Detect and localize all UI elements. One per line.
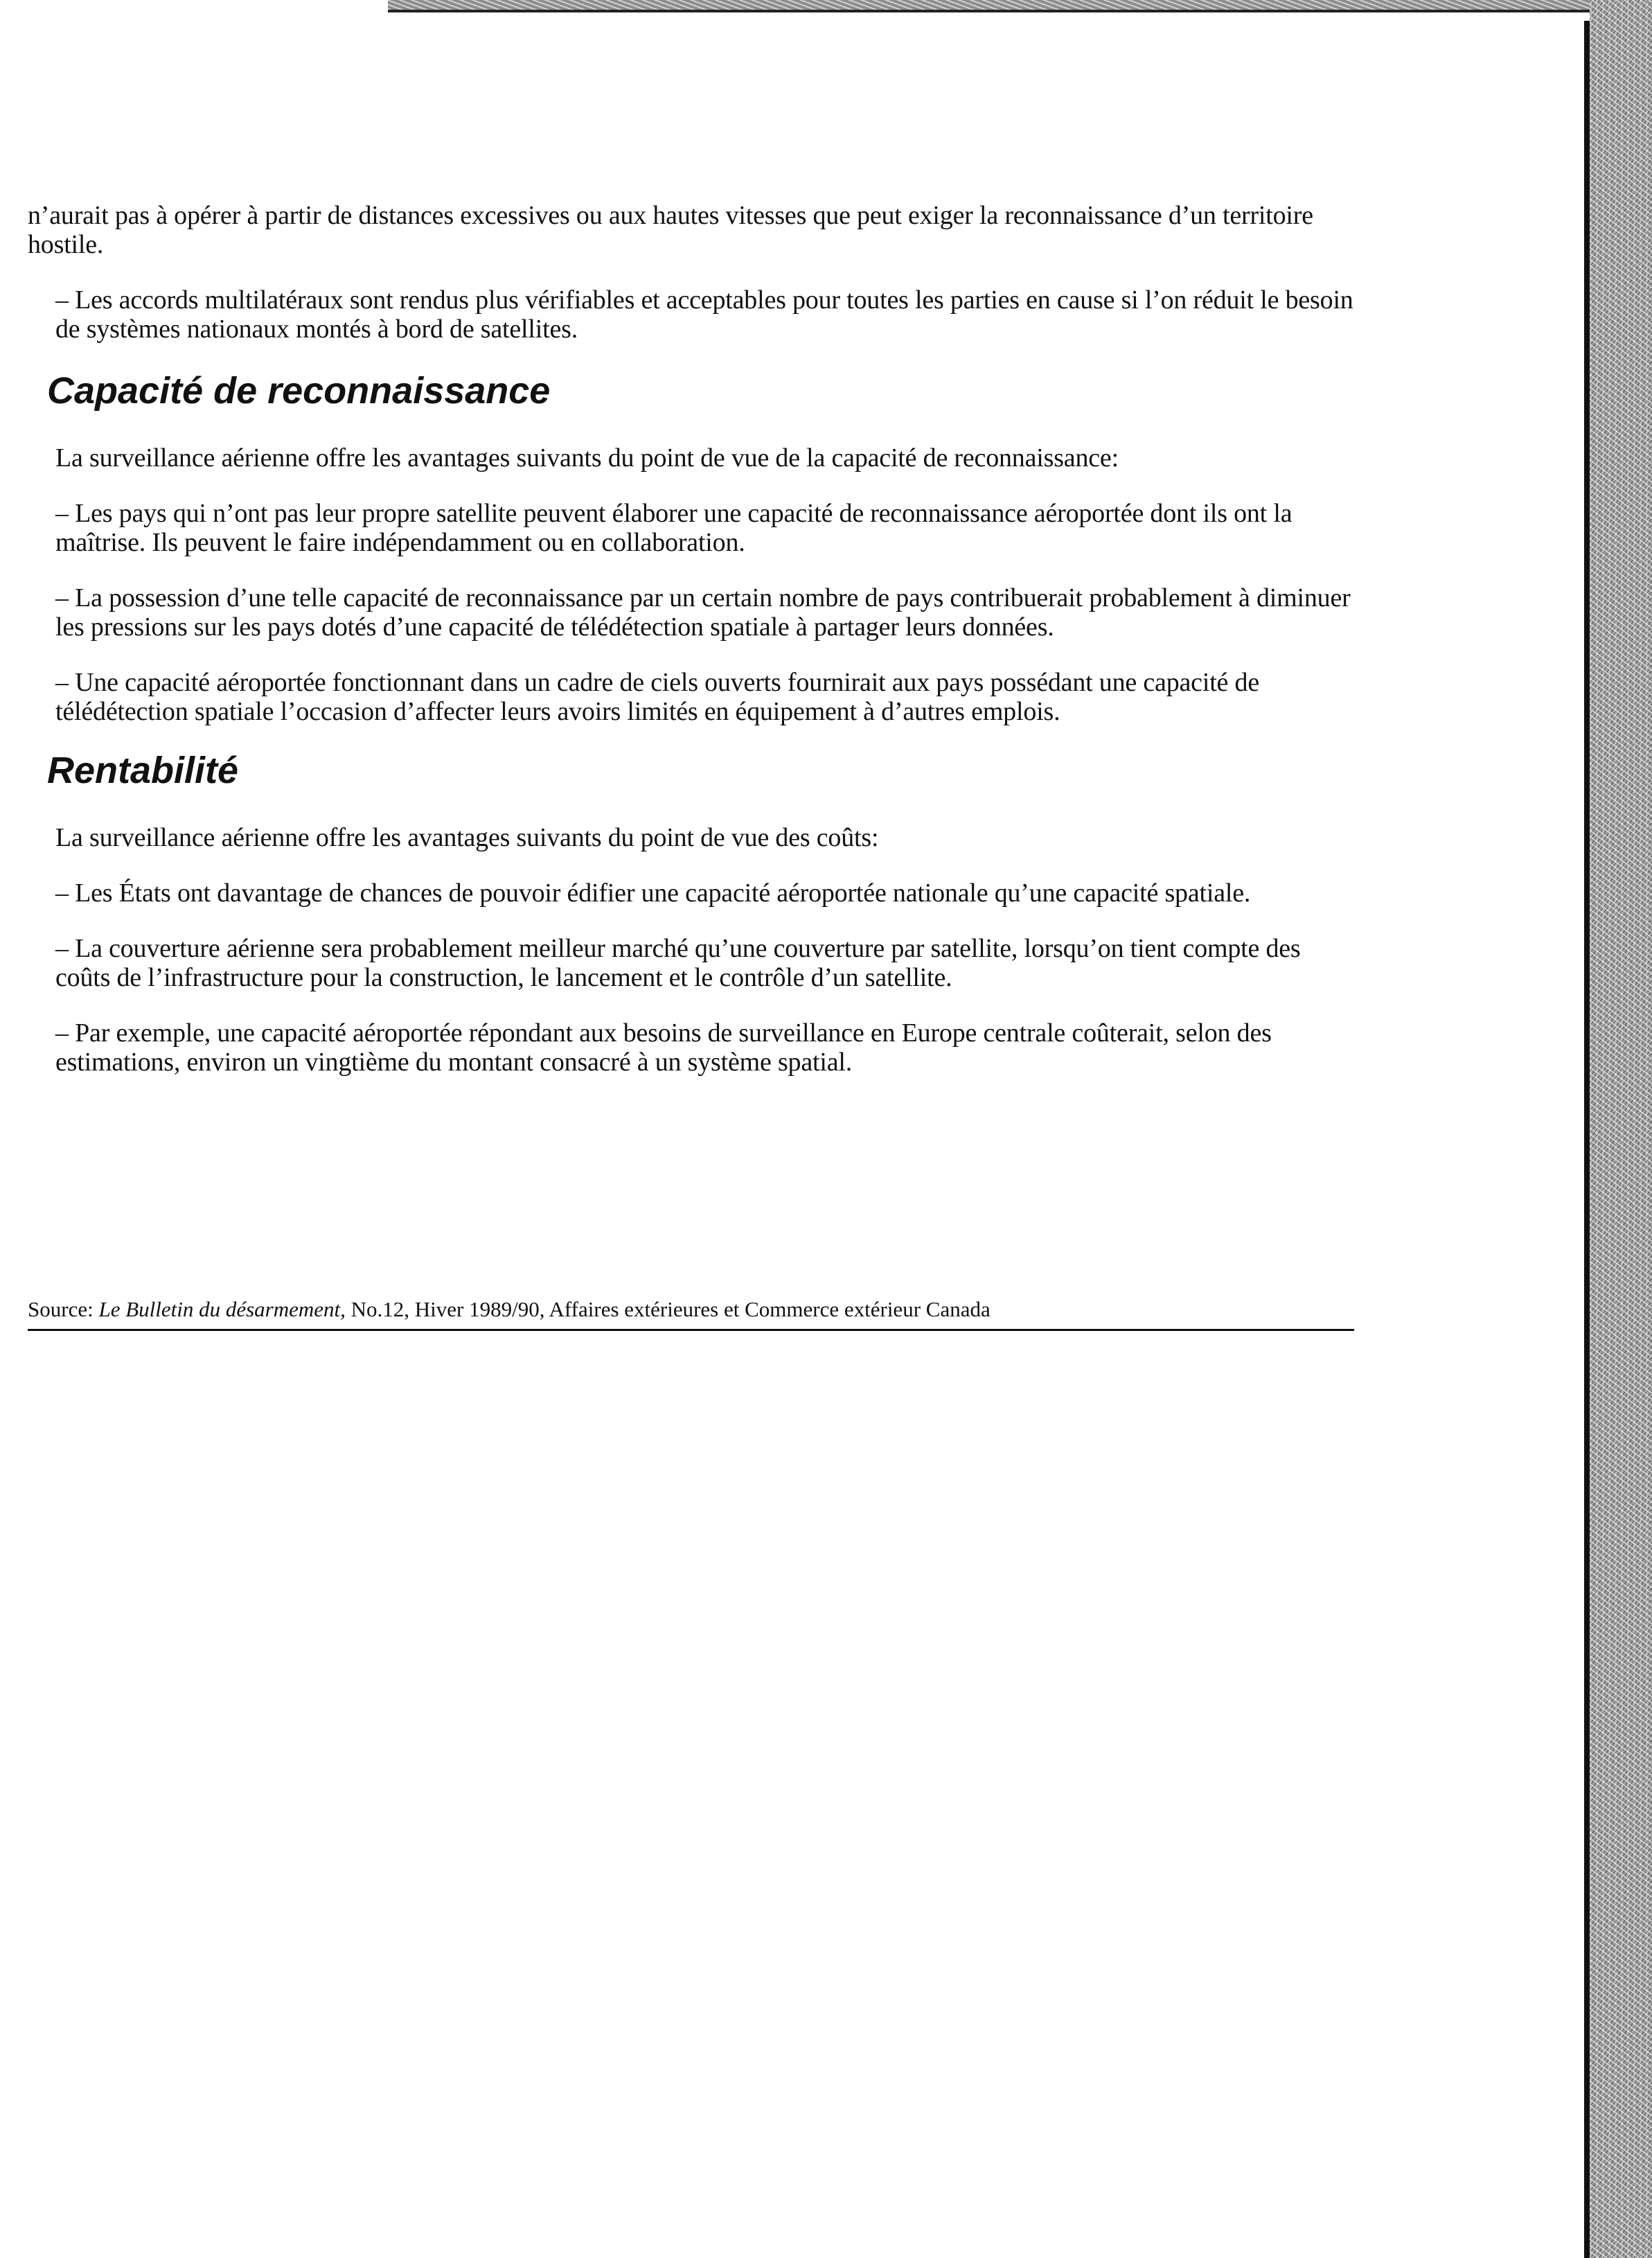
document-body — [28, 201, 1358, 1103]
intro-paragraph-continuation: n’aurait pas à opérer à partir de distances excessives ou aux hautes vitesses que peut exiger la reconnaissance d’un territoire hostile. — [28, 201, 1313, 259]
rentabilite-item-2: – La couverture aérienne sera probablement meilleur marché qu’une couverture par satellite, lorsqu’on tient compte des coûts de l’infrastructure pour la construction, le lancement et le contrôle d’un satellite. — [55, 934, 1301, 992]
source-details: No.12, Hiver 1989/90, Affaires extérieures et Commerce extérieur Canada — [345, 1297, 991, 1321]
reconnaissance-item-1: – Les pays qui n’ont pas leur propre satellite peuvent élaborer une capacité de reconnaissance aéroportée dont ils ont la maîtrise. Ils peuvent le faire indépendamment ou en collaboration. — [55, 499, 1293, 557]
intro-paragraph-multilateral: – Les accords multilatéraux sont rendus plus vérifiables et acceptables pour toutes les parties en cause si l’on réduit le besoin de systèmes nationaux montés à bord de satellites. — [55, 285, 1353, 344]
scan-edge-top-line — [388, 10, 1590, 12]
scan-edge-right — [1590, 0, 1652, 2258]
scan-edge-top — [388, 0, 1590, 10]
section-heading-rentabilite: Rentabilité — [47, 750, 239, 791]
section-lead-rentabilite: La surveillance aérienne offre les avantages suivants du point de vue des coûts: — [55, 823, 879, 852]
source-publication: Le Bulletin du désarmement, — [98, 1297, 346, 1321]
reconnaissance-item-3: – Une capacité aéroportée fonctionnant dans un cadre de ciels ouverts fournirait aux pays possédant une capacité de télédétection spatiale l’occasion d’affecter leurs avoirs limités en équipement à d’autres emplois. — [55, 668, 1259, 726]
rentabilite-item-1: – Les États ont davantage de chances de pouvoir édifier une capacité aéroportée nationale qu’une capacité spatiale. — [55, 879, 1251, 908]
reconnaissance-item-2: – La possession d’une telle capacité de reconnaissance par un certain nombre de pays contribuerait probablement à diminuer les pressions sur les pays dotés d’une capacité de télédétection spatiale à partager leurs données. — [55, 583, 1351, 642]
source-label: Source: — [28, 1297, 94, 1321]
rentabilite-item-3: – Par exemple, une capacité aéroportée répondant aux besoins de surveillance en Europe centrale coûterait, selon des estimations, environ un vingtième du montant consacré à un système spatial. — [55, 1018, 1272, 1077]
section-lead-reconnaissance: La surveillance aérienne offre les avantages suivants du point de vue de la capacité de reconnaissance: — [55, 443, 1119, 473]
section-heading-reconnaissance: Capacité de reconnaissance — [47, 370, 551, 412]
source-citation — [28, 1296, 1354, 1331]
